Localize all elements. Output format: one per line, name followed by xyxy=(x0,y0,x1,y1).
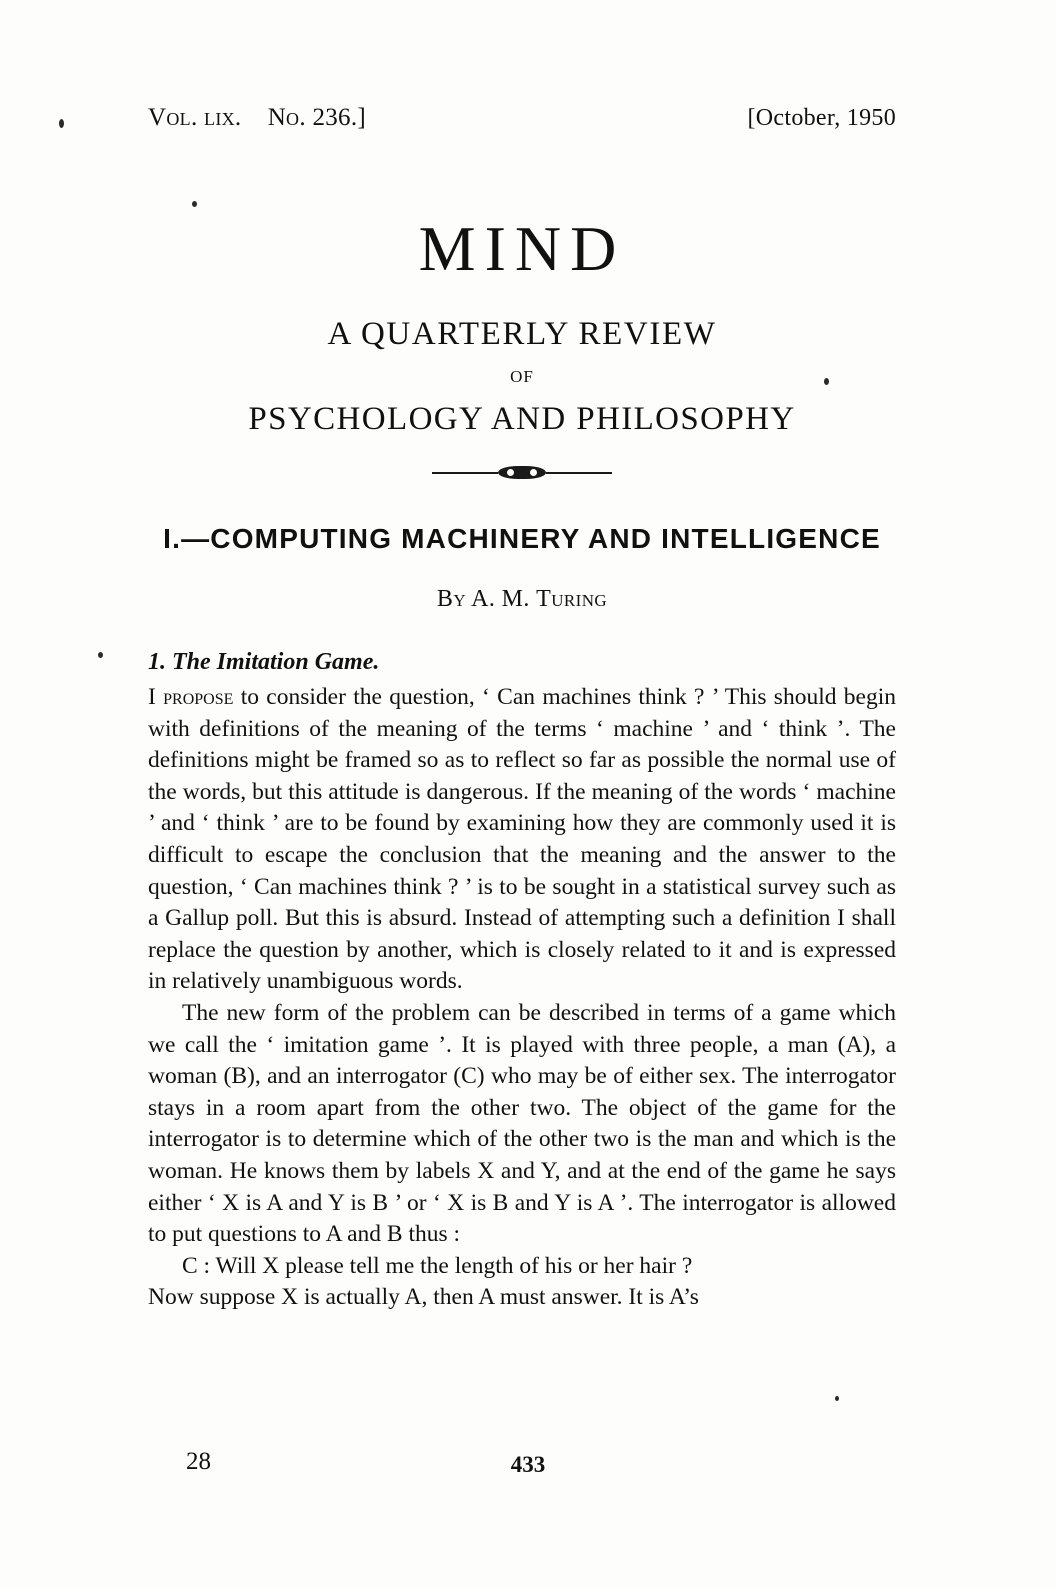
ornamental-divider xyxy=(432,464,612,480)
paragraph-3-dialogue: C : Will X please tell me the length of his or her hair ? xyxy=(182,1252,693,1279)
volume-label: Vol. lix. xyxy=(148,104,242,131)
page-footer xyxy=(148,1448,908,1482)
journal-subtitle-1: A QUARTERLY REVIEW xyxy=(327,316,717,352)
issue-date: [October, 1950 xyxy=(747,105,896,131)
paragraph-4: Now suppose X is actually A, then A must answer. It is A’s xyxy=(148,1284,699,1311)
scan-speck xyxy=(835,1396,839,1401)
scan-speck xyxy=(59,119,64,128)
scan-speck xyxy=(98,652,103,658)
section-heading: 1. The Imitation Game. xyxy=(148,649,380,676)
article-byline: By A. M. Turing xyxy=(436,586,608,613)
page-content xyxy=(148,104,896,1314)
article-title: I.—COMPUTING MACHINERY AND INTELLIGENCE xyxy=(163,523,881,554)
journal-subtitle-2: PSYCHOLOGY AND PHILOSOPHY xyxy=(248,401,796,437)
journal-title: MIND xyxy=(418,213,626,284)
running-head xyxy=(148,104,896,132)
volume-issue xyxy=(148,104,366,132)
signature-mark: 28 xyxy=(186,1448,211,1475)
paragraph-2: The new form of the problem can be described in terms of a game which we call the ‘ imitation game ’. It is played with three people, a man (A), a woman (B), and an interrogator (C) who may be of either sex. The interrogator stays in a room apart from the other two. The object of the game for the interrogator is to determine which of the other two is the man and which is the woman. He knows them by labels X and Y, and at the end of the game he says either ‘ X is A and Y is B ’ or ‘ X is B and Y is A ’. The interrogator is allowed to put questions to A and B thus : xyxy=(148,1000,896,1248)
page-number: 433 xyxy=(510,1452,546,1477)
journal-of-label: OF xyxy=(510,367,534,386)
paragraph-1: I propose to consider the question, ‘ Can machines think ? ’ This should begin with definitions of the meaning of the terms ‘ machine ’ and ‘ think ’. The definitions might be framed so as to reflect so far as possible the normal use of the words, but this attitude is dangerous. If the meaning of the words ‘ machine ’ and ‘ think ’ are to be found by examining how they are commonly used it is difficult to escape the conclusion that the meaning and the answer to the question, ‘ Can machines think ? ’ is to be sought in a statistical survey such as a Gallup poll. But this is absurd. Instead of attempting such a definition I shall replace the question by another, which is closely related to it and is expressed in relatively unambiguous words. xyxy=(148,684,897,995)
issue-number: No. 236.] xyxy=(267,104,367,131)
